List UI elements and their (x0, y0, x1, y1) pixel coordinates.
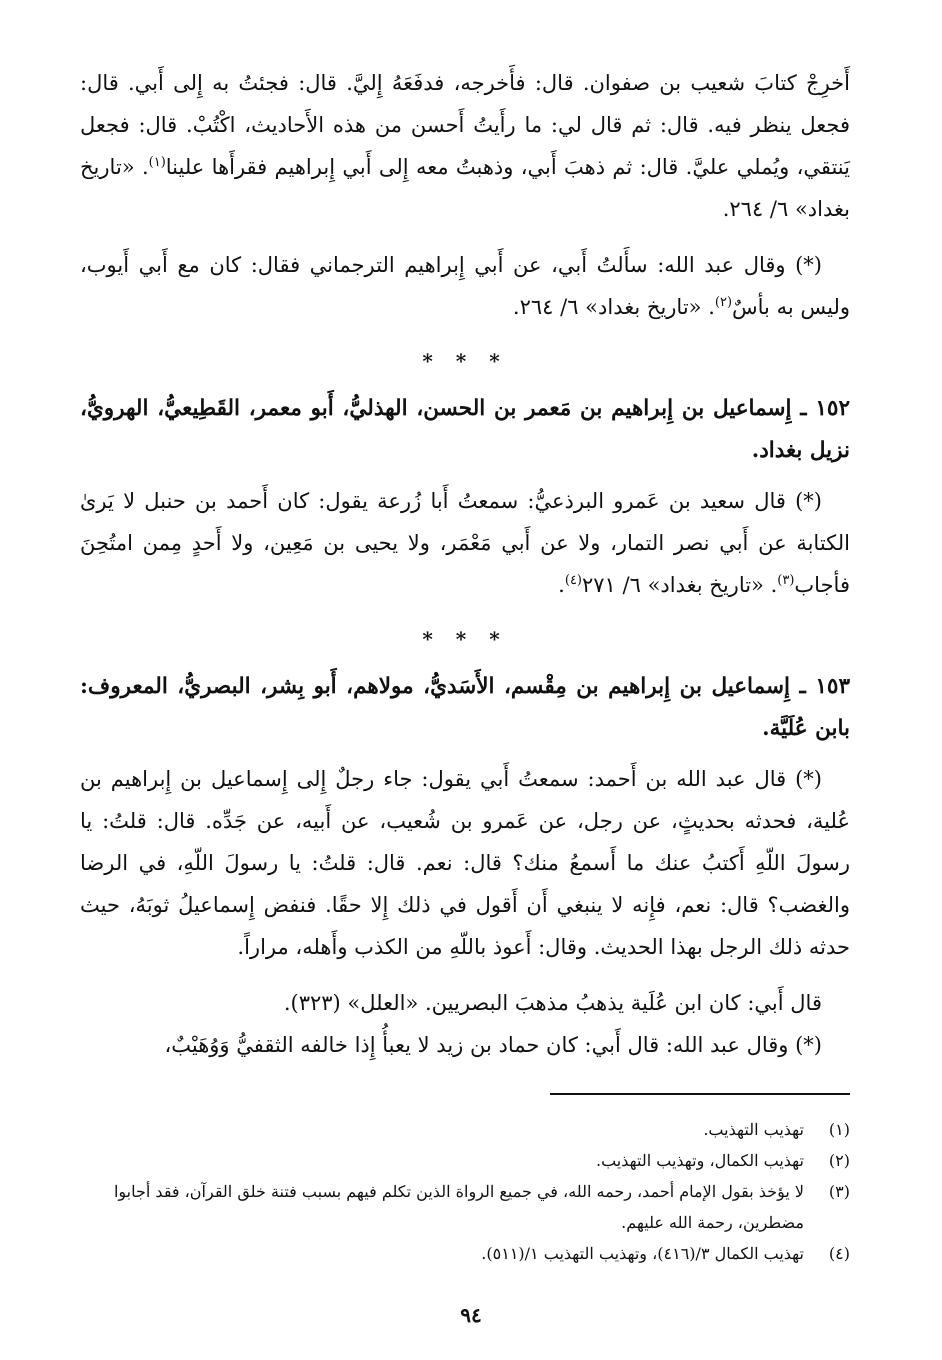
main-text (80, 62, 850, 1066)
footnote-ref: (١) (148, 155, 166, 170)
paragraph-narration: (*) قال عبد الله بن أَحمد: سمعتُ أَبي يقول: جاء رجلٌ إِلى إِسماعيل بن إِبراهيم بن عُلية، فحدثه بحديثٍ، عن رجل، عن عَمرو بن شُعيب، عن أَبيه، عن جَدِّه. قال: قلتُ: يا رسولَ اللّهِ أَكتبُ عنك ما أَسمعُ منك؟ قال: نعم. قال: قلتُ: يا رسولَ اللّهِ، في الرضا والغضب؟ قال: نعم، فإِنه لا ينبغي أَن أَقول في ذلك إِلا حقًا. فنفض إِسماعيلُ ثوبَهُ، حيث حدثه ذلك الرجل بهذا الحديث. وقال: أَعوذ باللّهِ من الكذب وأَهله، مراراً. (80, 767, 850, 959)
footnote-number: (٢) (828, 1151, 850, 1170)
citation: . «تاريخ بغداد» ٦/ ٢٦٤. (80, 155, 850, 221)
footnotes (80, 1114, 850, 1269)
citation: . «تاريخ بغداد» ٦/ ٢٦٤. (512, 295, 715, 319)
footnote-number: (٤) (828, 1244, 850, 1263)
page-number: ٩٤ (460, 1303, 482, 1327)
paragraph-narration (80, 480, 850, 606)
footnote-divider (550, 1093, 850, 1095)
footnote-number: (٣) (828, 1182, 850, 1201)
section-separator: * * * (422, 349, 508, 373)
footnote-text: تهذيب الكمال ٣/(٤١٦)، وتهذيب التهذيب ١/(٥١١). (481, 1244, 804, 1263)
footnote-ref: (٤) (564, 573, 582, 588)
footnote-ref: (٣) (777, 573, 795, 588)
entry-heading-152: ١٥٢ ـ إِسماعيل بن إِبراهيم بن مَعمر بن الحسن، الهذليُّ، أَبو معمر، القَطِيعيُّ، الهرويُّ، نزيل بغداد. (80, 396, 850, 463)
paragraph-narration (80, 244, 850, 328)
citation: . «تاريخ بغداد» ٦/ ٢٧١ (582, 573, 778, 597)
section-separator: * * * (422, 627, 508, 651)
footnote-item (80, 1176, 850, 1238)
citation-end: . (558, 573, 565, 597)
paragraph-narration: قال أَبي: كان ابن عُلَية يذهبُ مذهبَ البصريين. «العلل» (٣٢٣). (283, 991, 822, 1015)
footnote-item (80, 1114, 850, 1145)
paragraph-continuation (80, 62, 850, 230)
footnote-ref: (٢) (714, 295, 733, 310)
footnote-text: لا يؤخذ بقول الإمام أحمد، رحمه الله، في جميع الرواة الذين تكلم فيهم بسبب فتنة خلق القرآن، فقد أجابوا مضطرين، رحمة الله عليهم. (113, 1182, 804, 1232)
paragraph-text: (*) قال سعيد بن عَمرو البرذعيُّ: سمعتُ أَبا زُرعة يقول: كان أَحمد بن حنبل لا يَرىٰ الكتابة عن أَبي نصر التمار، ولا عن أَبي مَعْمَر، ولا يحيى بن مَعِين، ولا أَحدٍ مِمن امتُحِنَ فأجاب (80, 489, 850, 597)
paragraph-text: أَخرِجْ كتابَ شعيب بن صفوان. قال: فأَخرجه، فدفَعَهُ إِليَّ. قال: فجئتُ به إِلى أَبي. قال: فجعل ينظر فيه. قال: ثم قال لي: ما رأَيتُ أَحسن من هذه الأَحاديث، اكْتُبْ. قال: فجعل يَنتقي، ويُملي عليَّ. قال: ثم ذهبَ أَبي، وذهبتُ معه إِلى أَبي إِبراهيم فقرأَها علينا (80, 71, 850, 179)
paragraph-text: (*) وقال عبد الله: سأَلتُ أَبي، عن أَبي إِبراهيم الترجماني فقال: كان مع أَبي أَيوب، وليس به بأسٌ (80, 253, 850, 319)
entry-heading-153: ١٥٣ ـ إِسماعيل بن إِبراهيم بن مِقْسم، الأَسَديُّ، مولاهم، أَبو بِشر، البصريُّ، المعروف: بابن عُلَيَّة. (80, 674, 850, 741)
footnote-number: (١) (828, 1120, 850, 1139)
footnote-item (80, 1145, 850, 1176)
footnote-text: تهذيب التهذيب. (703, 1120, 804, 1139)
footnote-text: تهذيب الكمال، وتهذيب التهذيب. (595, 1151, 804, 1170)
footnote-item (80, 1238, 850, 1269)
paragraph-narration: (*) وقال عبد الله: قال أَبي: كان حماد بن زيد لا يعبأُ إِذا خالفه الثقفيُّ وَوُهَيْبٌ، (164, 1033, 822, 1057)
